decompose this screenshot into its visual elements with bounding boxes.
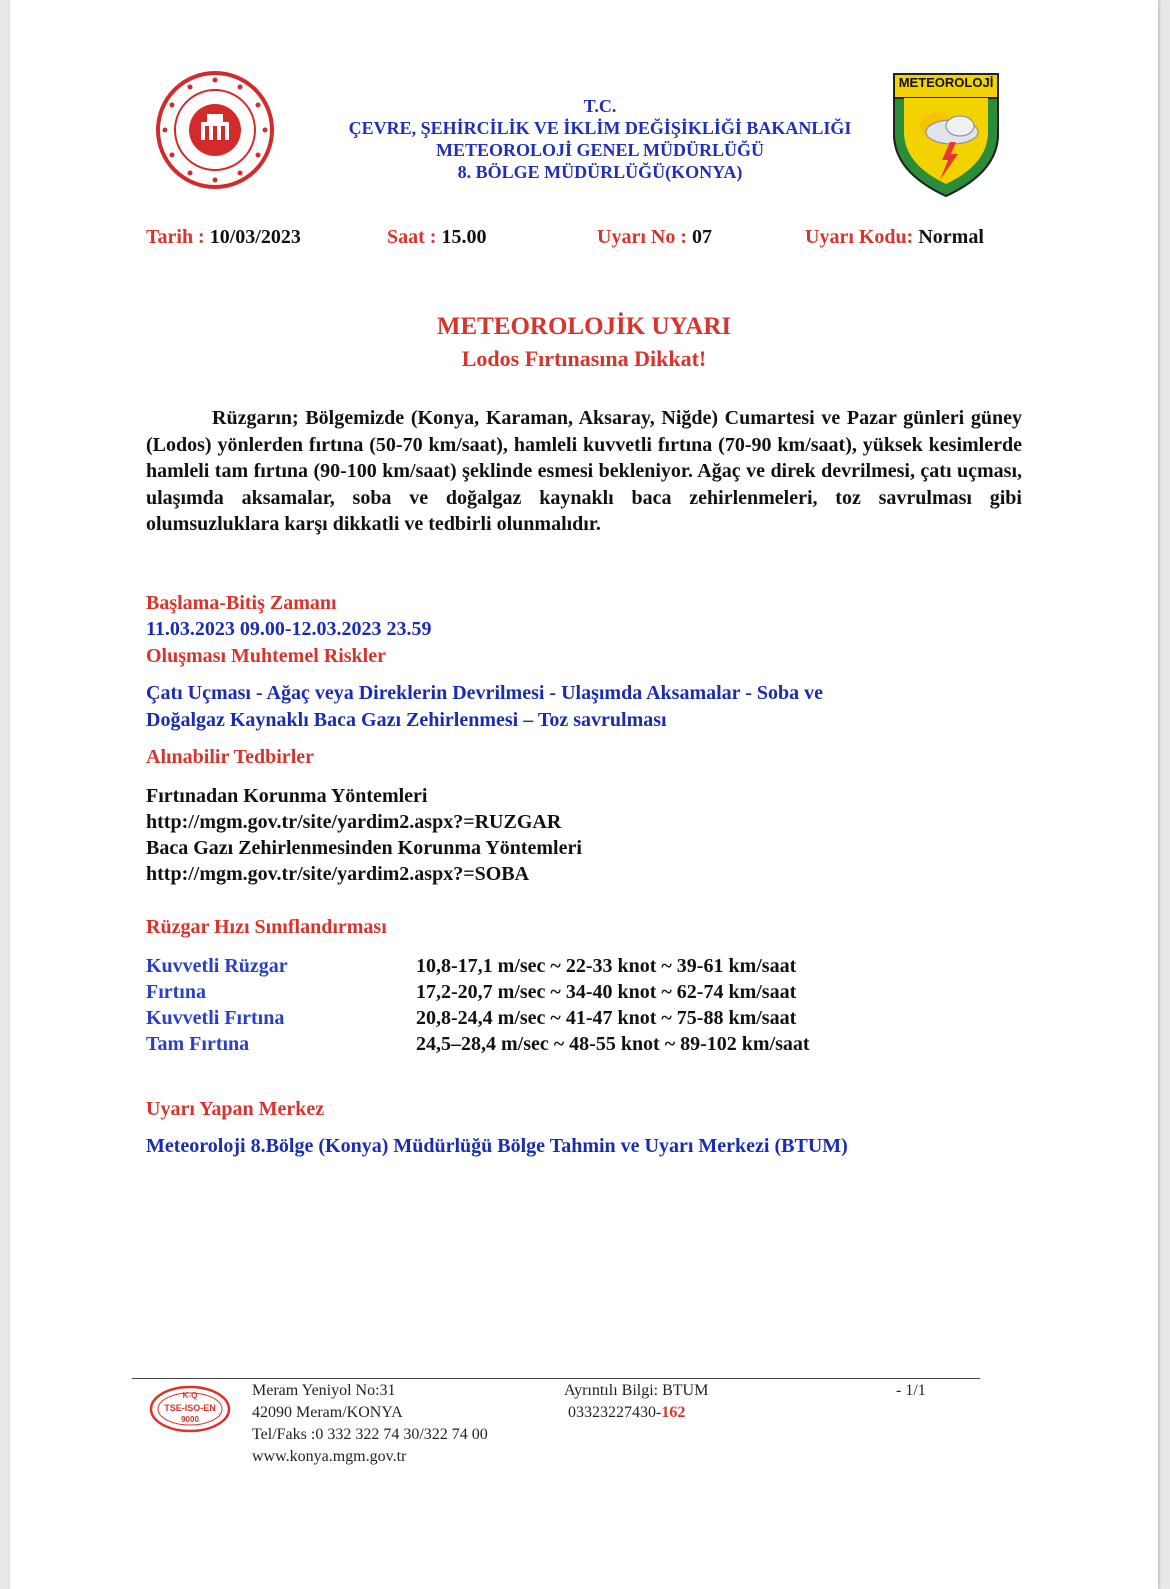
footer-page-number: - 1/1: [896, 1382, 926, 1399]
wind-class-value: 17,2-20,7 m/sec ~ 34-40 knot ~ 62-74 km/saat: [416, 981, 797, 1003]
warning-subtitle: Lodos Fırtınasına Dikkat!: [461, 346, 707, 371]
meta-time: Saat : 15.00: [387, 226, 487, 248]
measure-item-wind-protection: Fırtınadan Korunma Yöntemleri: [146, 785, 428, 807]
measures-heading: Alınabilir Tedbirler: [146, 746, 314, 768]
footer-address-1: Meram Yeniyol No:31: [252, 1382, 396, 1399]
center-heading: Uyarı Yapan Merkez: [146, 1098, 325, 1120]
wind-classes-heading: Rüzgar Hızı Sınıflandırması: [146, 916, 387, 938]
tse-iso-badge: [148, 1384, 232, 1434]
footer-divider: [132, 1378, 980, 1379]
meta-date: Tarih : 10/03/2023: [146, 226, 301, 248]
center-value: Meteoroloji 8.Bölge (Konya) Müdürlüğü Bölge Tahmin ve Uyarı Merkezi (BTUM): [146, 1135, 848, 1157]
measure-item-flue-gas-protection: Baca Gazı Zehirlenmesinden Korunma Yöntemleri: [146, 837, 582, 859]
badge-line-9000: 9000: [181, 1415, 199, 1424]
meteoroloji-logo: [890, 72, 1002, 198]
measure-link-soba[interactable]: http://mgm.gov.tr/site/yardim2.aspx?=SOBA: [146, 863, 530, 885]
header-line-tc: T.C.: [583, 96, 617, 116]
warning-title: METEOROLOJİK UYARI: [436, 313, 732, 340]
warning-body-paragraph: Rüzgarın; Bölgemizde (Konya, Karaman, Aksaray, Niğde) Cumartesi ve Pazar günleri güney (Lodos) yönlerden fırtına (50-70 km/saat), hamleli kuvvetli fırtına (70-90 km/saat), yüksek kesimlerde hamleli tam fırtına (90-100 km/saat) şeklinde esmesi bekleniyor. Ağaç ve direk devrilmesi, çatı uçması, ulaşımda aksamalar, soba ve doğalgaz kaynaklı baca zehirlenmeleri, toz savrulması gibi olumsuzluklara karşı dikkatli ve tedbirli olunmalıdır.: [146, 407, 1022, 535]
ministry-seal-logo: [155, 70, 275, 190]
wind-class-name: Tam Fırtına: [146, 1033, 250, 1055]
footer-info-label: Ayrıntılı Bilgi: BTUM: [564, 1382, 709, 1399]
wind-class-value: 24,5–28,4 m/sec ~ 48-55 knot ~ 89-102 km/saat: [416, 1033, 810, 1055]
wind-class-value: 20,8-24,4 m/sec ~ 41-47 knot ~ 75-88 km/saat: [416, 1007, 797, 1029]
footer-phone: 03323227430-162: [568, 1404, 686, 1421]
header-ministry: ÇEVRE, ŞEHİRCİLİK VE İKLİM DEĞİŞİKLİĞİ BAKANLIĞI: [348, 118, 852, 138]
period-value: 11.03.2023 09.00-12.03.2023 23.59: [146, 618, 432, 640]
meta-warning-no: Uyarı No : 07: [597, 226, 712, 248]
measure-link-ruzgar[interactable]: http://mgm.gov.tr/site/yardim2.aspx?=RUZGAR: [146, 811, 562, 833]
wind-class-name: Fırtına: [146, 981, 206, 1003]
wind-class-name: Kuvvetli Rüzgar: [146, 955, 288, 977]
wind-class-name: Kuvvetli Fırtına: [146, 1007, 285, 1029]
period-heading: Başlama-Bitiş Zamanı: [146, 592, 337, 614]
document-page: [10, 0, 1158, 1589]
risks-line-2: Doğalgaz Kaynaklı Baca Gazı Zehirlenmesi – Toz savrulması: [146, 709, 667, 731]
meta-warning-code: Uyarı Kodu: Normal: [805, 226, 984, 248]
wind-class-value: 10,8-17,1 m/sec ~ 22-33 knot ~ 39-61 km/saat: [416, 955, 797, 977]
risks-heading: Oluşması Muhtemel Riskler: [146, 645, 386, 667]
footer-telfax: Tel/Faks :0 332 322 74 30/322 74 00: [252, 1426, 488, 1443]
header-region: 8. BÖLGE MÜDÜRLÜĞÜ(KONYA): [457, 162, 743, 182]
header-directorate: METEOROLOJİ GENEL MÜDÜRLÜĞÜ: [435, 140, 765, 160]
footer-address-2: 42090 Meram/KONYA: [252, 1404, 403, 1421]
meteoroloji-logo-text: METEOROLOJİ: [898, 75, 994, 90]
badge-line-tse: TSE-ISO-EN: [164, 1403, 216, 1413]
risks-line-1: Çatı Uçması - Ağaç veya Direklerin Devrilmesi - Ulaşımda Aksamalar - Soba ve: [146, 682, 823, 704]
footer-website[interactable]: www.konya.mgm.gov.tr: [252, 1448, 407, 1465]
badge-line-kq: K-Q: [182, 1391, 198, 1400]
